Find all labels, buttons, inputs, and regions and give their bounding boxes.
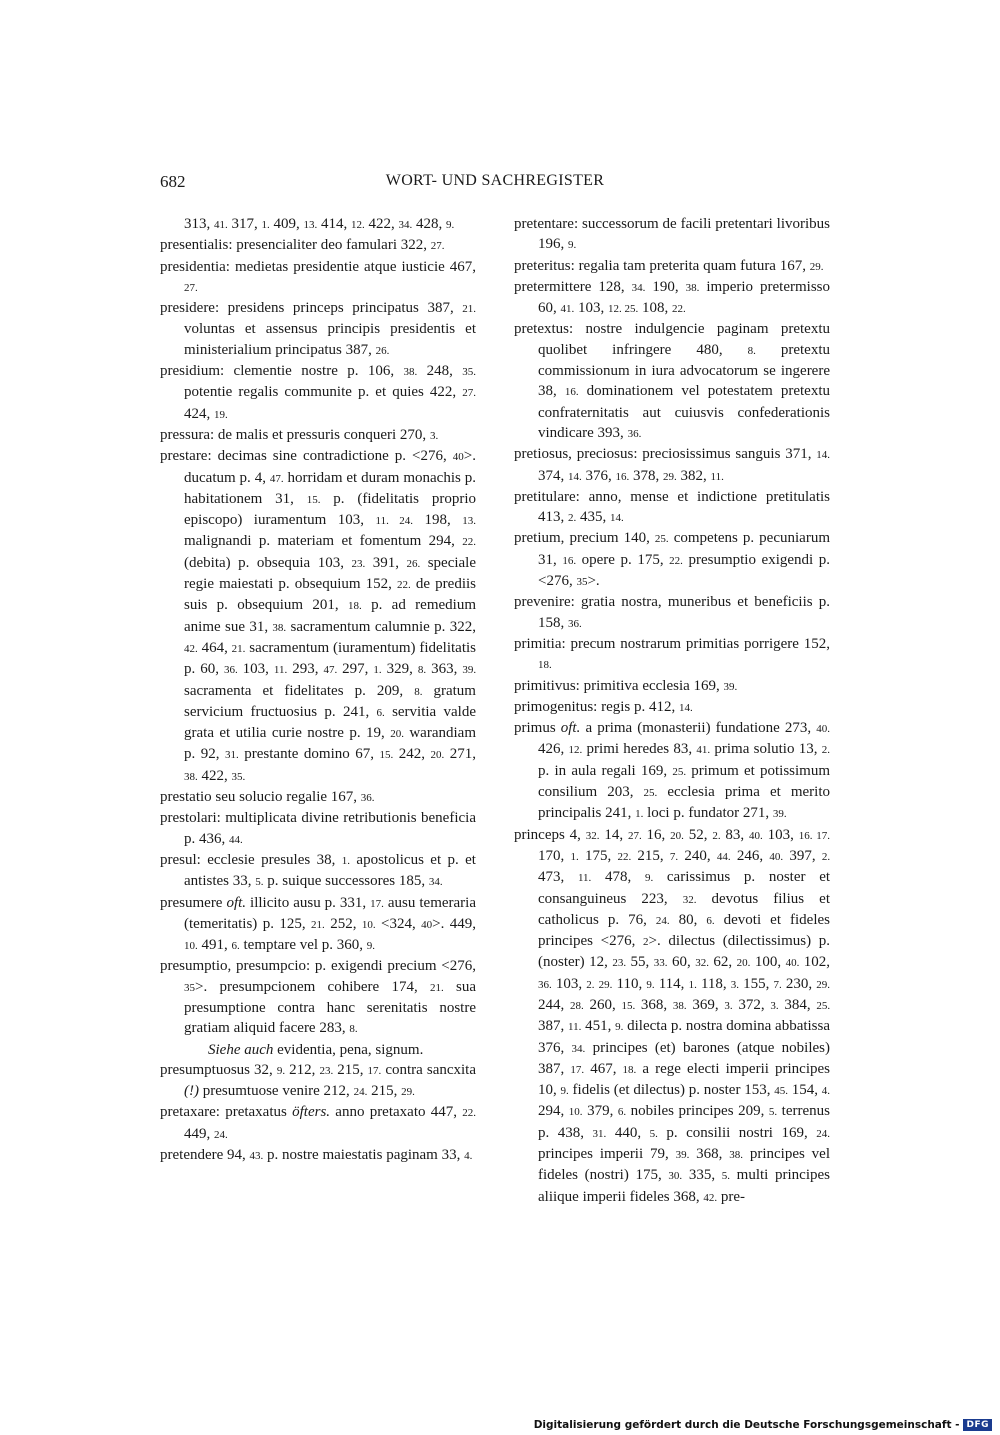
index-entry: pretendere 94, 43. p. nostre maiestatis paginam 33, 4. [160,1147,473,1164]
index-entry: pretium, precium 140, 25. competens p. pecuniarum 31, 16. opere p. 175, 22. presumptio exigendi p. <276, 35>. [514,530,830,590]
index-entry: presidentia: medietas presidentie atque iusticie 467, 27. [160,258,476,294]
index-entry: primitivus: primitiva ecclesia 169, 39. [514,677,738,694]
index-entry: preteritus: regalia tam preterita quam futura 167, 29. [514,257,824,274]
index-entry: 313, 41. 317, 1. 409, 13. 414, 12. 422, 34. 428, 9. [184,216,455,232]
index-entry: presul: ecclesie presules 38, 1. apostolicus et p. et antistes 33, 5. p. suique successores 185, 34. [160,851,476,890]
index-entry: Siehe auch evidentia, pena, signum. [208,1041,424,1058]
index-entry: pressura: de malis et pressuris conqueri 270, 3. [160,426,439,443]
index-entry: primitia: precum nostrarum primitias porrigere 152, 18. [514,635,830,672]
index-entry: presumere oft. illicito ausu p. 331, 17. ausu temeraria (temeritatis) p. 125, 21. 252, 10. <324, 40>. 449, 10. 491, 6. temptare vel p. 360, 9. [160,894,476,954]
index-entry: presidere: presidens princeps principatus 387, 21. voluntas et assensus principis presidentis et ministerialium principatus 387, 26. [160,300,476,358]
index-entry: prestare: decimas sine contradictione p. <276, 40>. ducatum p. 4, 47. horridam et duram monachis p. habitationem 31, 15. p. (fidelitatis proprio episcopo) iuramentum 103, 11. 24. 198, 13. malignandi p. materiam et fomentum 294, 22. (debita) p. obsequia 103, 23. 391, 26. speciale regie maiestati p. obsequium 152, 22. de prediis suis p. obsequium 201, 18. p. ad remedium anime sue 31, 38. sacramentum calumnie p. 322, 42. 464, 21. sacramentum (iuramentum) fidelitatis p. 60, 36. 103, 11. 293, 47. 297, 1. 329, 8. 363, 39. sacramenta et fidelitates p. 209, 8. gratum servicium fructuosius p. 241, 6. servitia valde grata et utilia curie nostre p. 19, 20. warandiam p. 92, 31. prestante domino 67, 15. 242, 20. 271, 38. 422, 35. [160,448,477,784]
index-entry: prevenire: gratia nostra, muneribus et beneficiis p. 158, 36. [514,594,830,631]
page-header [160,172,830,196]
index-entry: pretitulare: anno, mense et indictione pretitulatis 413, 2. 435, 14. [514,488,830,526]
left-column [160,214,476,1166]
footer-credit: Digitalisierung gefördert durch die Deutsche Forschungsgemeinschaft - [533,1419,960,1431]
index-entry: pretaxare: pretaxatus öfters. anno pretaxato 447, 22. 449, 24. [160,1104,476,1142]
index-entry: presidium: clementie nostre p. 106, 38. 248, 35. potentie regalis communite p. et quies 422, 27. 424, 19. [160,363,476,422]
running-title: WORT- UND SACHREGISTER [385,172,605,189]
index-entry: princeps 4, 32. 14, 27. 16, 20. 52, 2. 83, 40. 103, 16. 17. 170, 1. 175, 22. 215, 7. 240, 44. 246, 40. 397, 2. 473, 11. 478, 9. carissimus p. noster et consanguineus 223, 32. devotus filius et catholicus p. 76, 24. 80, 6. devoti et fideles principes <276, 2>. dilectus (dilectissimus) p. (noster) 12, 23. 55, 33. 60, 32. 62, 20. 100, 40. 102, 36. 103, 2. 29. 110, 9. 114, 1. 118, 3. 155, 7. 230, 29. 244, 28. 260, 15. 368, 38. 369, 3. 372, 3. 384, 25. 387, 11. 451, 9. dilecta p. nostra domina abbatissa 376, 34. principes (et) barones (atque nobiles) 387, 17. 467, 18. a rege electi imperii principes 10, 9. fidelis (et dilectus) p. noster 153, 45. 154, 4. 294, 10. 379, 6. nobiles principes 209, 5. terrenus p. 438, 31. 440, 5. p. consilii nostri 169, 24. principes imperii 79, 39. 368, 38. principes vel fideles (nostri) 175, 30. 335, 5. multi principes aliique imperii fideles 368, 42. pre- [514,826,831,1205]
page-number: 682 [160,172,186,191]
index-entry: primogenitus: regis p. 412, 14. [514,698,693,715]
index-entry: prestatio seu solucio regalie 167, 36. [160,789,375,806]
index-entry: presumptio, presumpcio: p. exigendi precium <276, 35>. presumpcionem cohibere 174, 21. sua presumptione contra hanc serenitatis nostre gratiam aliquid facere 283, 8. [160,958,476,1037]
index-entry: primus oft. a prima (monasterii) fundatione 273, 40. 426, 12. primi heredes 83, 41. prima solutio 13, 2. p. in aula regali 169, 25. primum et potissimum consilium 203, 25. ecclesia prima et merito principalis 241, 1. loci p. fundator 271, 39. [514,720,831,822]
index-entry: pretermittere 128, 34. 190, 38. imperio pretermisso 60, 41. 103, 12. 25. 108, 22. [514,278,830,317]
index-entry: pretiosus, preciosus: preciosissimus sanguis 371, 14. 374, 14. 376, 16. 378, 29. 382, 11. [514,446,830,484]
footer [534,1419,992,1431]
index-entry: pretextus: nostre indulgencie paginam pretextu quolibet infringere 480, 8. pretextu commissionum in iura advocatorum se ingerere 38, 16. dominationem vel potestatem pretextu confraternitatis aut cuiusvis confederationis vindicare 393, 36. [514,321,831,441]
dfg-logo: DFG [963,1419,992,1431]
index-entry: prestolari: multiplicata divine retributionis beneficia p. 436, 44. [160,810,476,847]
index-entry: presumptuosus 32, 9. 212, 23. 215, 17. contra sancxita (!) presumtuose venire 212, 24. 215, 29. [160,1061,476,1100]
right-column [514,214,830,1208]
index-entry: pretentare: successorum de facili pretentari livoribus 196, 9. [514,216,830,253]
index-entry: presentialis: presencialiter deo famulari 322, 27. [160,237,445,254]
